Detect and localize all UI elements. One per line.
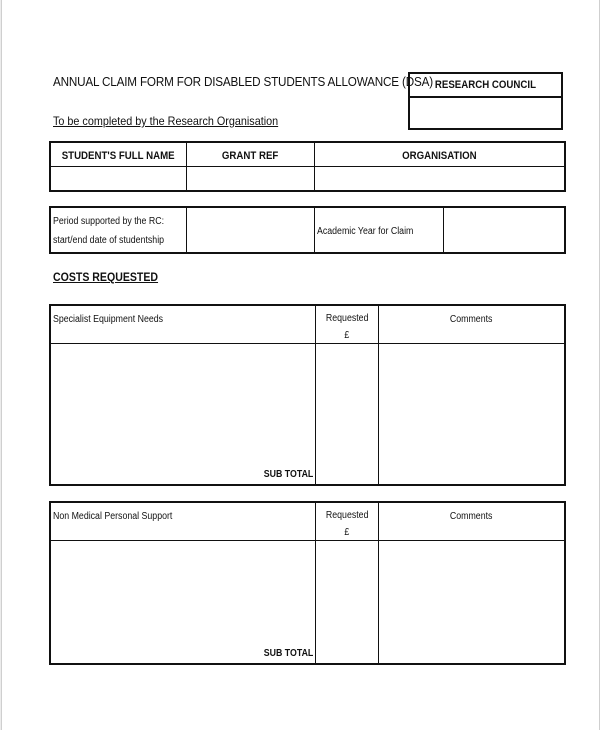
support-description-field[interactable]: [51, 541, 316, 664]
period-table: [50, 207, 565, 253]
table-header-row: [51, 306, 565, 344]
support-subtotal-label: SUB TOTAL: [263, 648, 313, 659]
table-row: [51, 167, 565, 191]
period-label-line2: start/end date of studentship: [53, 235, 165, 246]
period-label-cell: [51, 208, 187, 253]
support-requested-header: Requested £: [316, 503, 379, 541]
form-subtitle: To be completed by the Research Organisation: [53, 114, 279, 128]
research-council-box: [408, 72, 563, 130]
support-requested-field[interactable]: [316, 541, 379, 664]
document-page: [1, 0, 600, 730]
support-category-header: Non Medical Personal Support: [51, 503, 316, 541]
support-comments-field[interactable]: [379, 541, 565, 664]
organisation-field[interactable]: [315, 167, 565, 191]
student-name-header: STUDENT'S FULL NAME: [51, 143, 187, 167]
table-header-row: [51, 143, 565, 167]
equipment-requested-header: Requested £: [316, 306, 379, 344]
specialist-equipment-table: [50, 305, 565, 485]
support-comments-header: Comments: [379, 503, 565, 541]
table-row: [51, 541, 565, 664]
table-header-row: [51, 503, 565, 541]
personal-support-table: [50, 502, 565, 664]
student-name-field[interactable]: [51, 167, 187, 191]
organisation-header: ORGANISATION: [315, 143, 565, 167]
grant-ref-header: GRANT REF: [187, 143, 315, 167]
student-details-table: [50, 142, 565, 191]
academic-year-label-cell: [315, 208, 444, 253]
costs-requested-heading: COSTS REQUESTED: [53, 270, 159, 284]
research-council-label: RESEARCH COUNCIL: [434, 79, 537, 91]
form-title: ANNUAL CLAIM FORM FOR DISABLED STUDENTS ALLOWANCE (DSA): [53, 74, 433, 89]
academic-year-label: Academic Year for Claim: [317, 226, 414, 237]
equipment-subtotal-label: SUB TOTAL: [263, 469, 313, 480]
period-label-line1: Period supported by the RC:: [53, 216, 165, 227]
grant-ref-field[interactable]: [187, 167, 315, 191]
equipment-category-header: Specialist Equipment Needs: [51, 306, 316, 344]
equipment-comments-header: Comments: [379, 306, 565, 344]
equipment-requested-field[interactable]: [316, 344, 379, 485]
table-row: [51, 344, 565, 485]
table-row: [51, 208, 565, 253]
equipment-comments-field[interactable]: [379, 344, 565, 485]
equipment-description-field[interactable]: [51, 344, 316, 485]
academic-year-field[interactable]: [444, 208, 565, 253]
period-dates-field[interactable]: [187, 208, 315, 253]
research-council-header: [410, 74, 561, 98]
research-council-field[interactable]: [410, 98, 561, 128]
